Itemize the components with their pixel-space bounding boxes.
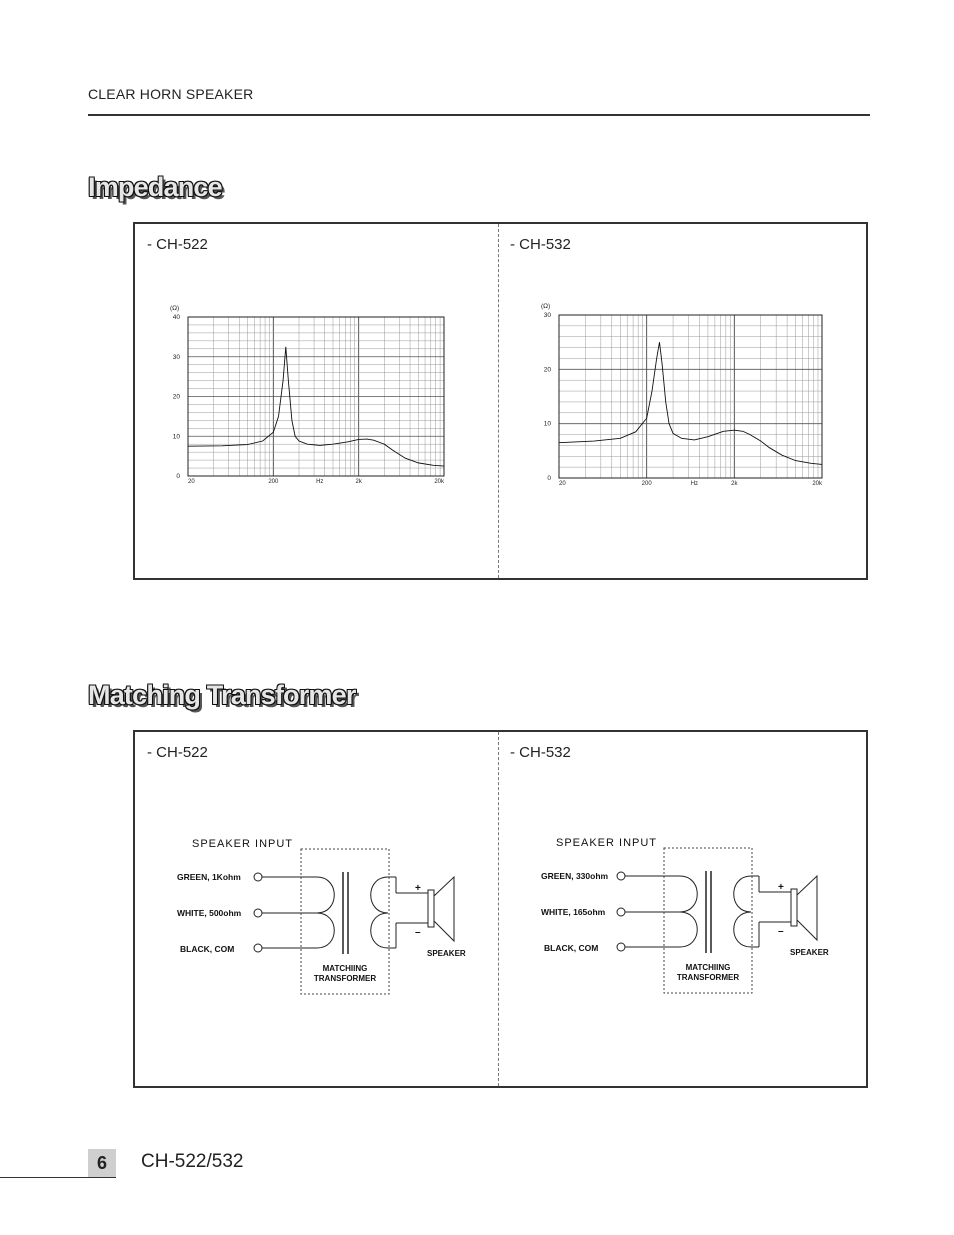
chart-0-x-tick-label: 2k: [355, 479, 362, 485]
panel-divider: [498, 732, 499, 1086]
tap-white: WHITE, 165ohm: [541, 907, 606, 917]
chart-1-x-tick-label: 20: [559, 481, 566, 487]
chart-0-y-axis-label: (Ω): [170, 305, 180, 312]
chart-0-y-tick-label: 30: [172, 353, 180, 361]
primary-coil: [680, 876, 697, 947]
speaker-caption: SPEAKER: [790, 948, 829, 957]
speaker-cone: [797, 876, 817, 940]
primary-coil: [317, 877, 334, 948]
speaker-input-heading: SPEAKER INPUT: [556, 837, 658, 849]
chart-1-y-tick-label: 10: [543, 420, 551, 428]
tap-green: GREEN, 330ohm: [541, 871, 609, 881]
transformer-caption-2: TRANSFORMER: [313, 974, 377, 983]
terminal-white: [617, 908, 625, 916]
terminal-black: [617, 943, 625, 951]
chart-1-y-tick-label: 30: [543, 312, 551, 319]
transformer-title: Matching Transformer: [88, 680, 356, 710]
plus-sign: +: [415, 883, 421, 894]
chart-0-y-tick-label: 0: [176, 473, 180, 480]
chart-0-y-tick-label: 10: [172, 433, 180, 441]
chart-0-x-tick-label: 20: [188, 479, 195, 485]
tap-green: GREEN, 1Kohm: [177, 872, 241, 882]
impedance-title: Impedance: [88, 172, 222, 202]
transformer-caption-1: MATCHIING: [685, 963, 731, 972]
chart-1-x-tick-label: Hz: [690, 481, 699, 487]
secondary-coil: [734, 876, 751, 947]
chart-1-plot-frame: [559, 315, 822, 478]
impedance-chart-ch522: [160, 300, 460, 495]
speaker-cone: [434, 877, 454, 941]
chart-1-y-tick-label: 20: [543, 366, 551, 374]
chart-0-y-tick-label: 20: [172, 393, 180, 401]
transformer-label-ch522: - CH-522: [147, 744, 208, 761]
running-header: CLEAR HORN SPEAKER: [88, 86, 254, 102]
chart-0-x-tick-label: 200: [268, 479, 279, 485]
transformer-caption-1: MATCHIING: [322, 964, 368, 973]
plus-sign: +: [778, 882, 784, 893]
footer-model: CH-522/532: [141, 1151, 244, 1172]
chart-0-x-tick-label: Hz: [316, 479, 324, 485]
chart-1-x-tick-label: 200: [641, 481, 652, 487]
impedance-label-ch532: - CH-532: [510, 236, 571, 253]
speaker-input-heading: SPEAKER INPUT: [192, 838, 294, 850]
tap-black: BLACK, COM: [544, 943, 599, 953]
tap-black: BLACK, COM: [180, 944, 235, 954]
chart-0-y-tick-label: 40: [172, 314, 180, 321]
impedance-chart-ch532: [530, 300, 835, 495]
speaker-magnet: [428, 890, 434, 927]
page-number: 6: [88, 1149, 116, 1177]
chart-1-x-tick-label: 2k: [731, 481, 738, 487]
transformer-label-ch532: - CH-532: [510, 744, 571, 761]
chart-1-y-tick-label: 0: [547, 475, 551, 482]
impedance-label-ch522: - CH-522: [147, 236, 208, 253]
secondary-coil: [371, 877, 388, 948]
terminal-green: [617, 872, 625, 880]
footer-rule: [0, 1177, 116, 1178]
panel-divider: [498, 224, 499, 578]
chart-1-x-tick-label: 20k: [812, 481, 822, 487]
transformer-caption-2: TRANSFORMER: [676, 973, 740, 982]
chart-1-y-axis-label: (Ω): [541, 303, 551, 310]
minus-sign: –: [778, 926, 784, 937]
header-rule: [88, 114, 870, 116]
speaker-caption: SPEAKER: [427, 949, 466, 958]
terminal-black: [254, 944, 262, 952]
terminal-white: [254, 909, 262, 917]
minus-sign: –: [415, 927, 421, 938]
chart-0-x-tick-label: 20k: [434, 479, 444, 485]
terminal-green: [254, 873, 262, 881]
wiring-diagram-ch532: [534, 829, 844, 1004]
wiring-diagram-ch522: [170, 830, 480, 1005]
speaker-magnet: [791, 889, 797, 926]
tap-white: WHITE, 500ohm: [177, 908, 242, 918]
chart-1-series-line-0: [559, 342, 822, 464]
